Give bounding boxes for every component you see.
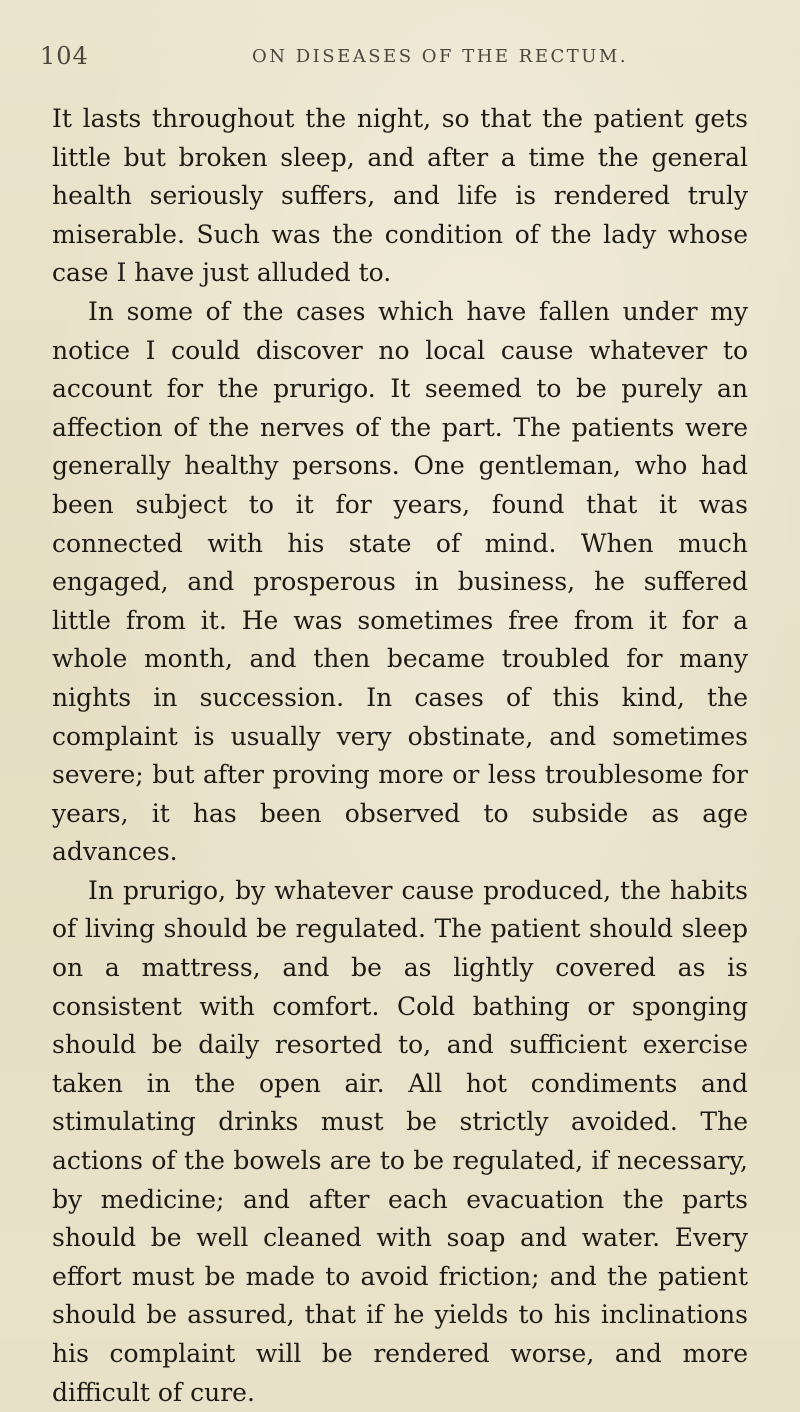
paragraph-1: It lasts throughout the night, so that the patient gets little but broken sleep, and after a time the general health seriously suffers, and life is rendered truly miserable. Such was the condition of the lady whose case I have just alluded to. — [52, 104, 748, 288]
paragraph-3: In prurigo, by whatever cause produced, the habits of living should be regulated. The patient should sleep on a mattress, and be as lightly covered as is consistent with comfort. Cold bathing or sponging should be daily resorted to, and sufficient exercise taken in the open air. All hot condiments and stimulating drinks must be strictly avoided. The actions of the bowels are to be regulated, if necessary, by medicine; and after each evacuation the parts should be well cleaned with soap and water. Every effort must be made to avoid friction; and the patient should be assured, that if he yields to his inclinations his complaint will be rendered worse, and more difficult of cure. — [52, 875, 748, 1407]
paragraph-2: In some of the cases which have fallen under my notice I could discover no local cause whatever to account for the prurigo. It seemed to be purely an affection of the nerves of the part. The patients were generally healthy persons. One gentleman, who had been subject to it for years, found that it was connected with his state of mind. When much engaged, and prosperous in business, he suffered little from it. He was sometimes free from it for a whole month, and then became troubled for many nights in succession. In cases of this kind, the complaint is usually very obstinate, and sometimes severe; but after proving more or less troublesome for years, it has been observed to subside as age advances. — [52, 296, 748, 867]
running-head — [40, 38, 748, 78]
body-text — [52, 100, 748, 1412]
running-title: ON DISEASES OF THE RECTUM. — [252, 46, 629, 67]
page-number: 104 — [40, 42, 89, 70]
